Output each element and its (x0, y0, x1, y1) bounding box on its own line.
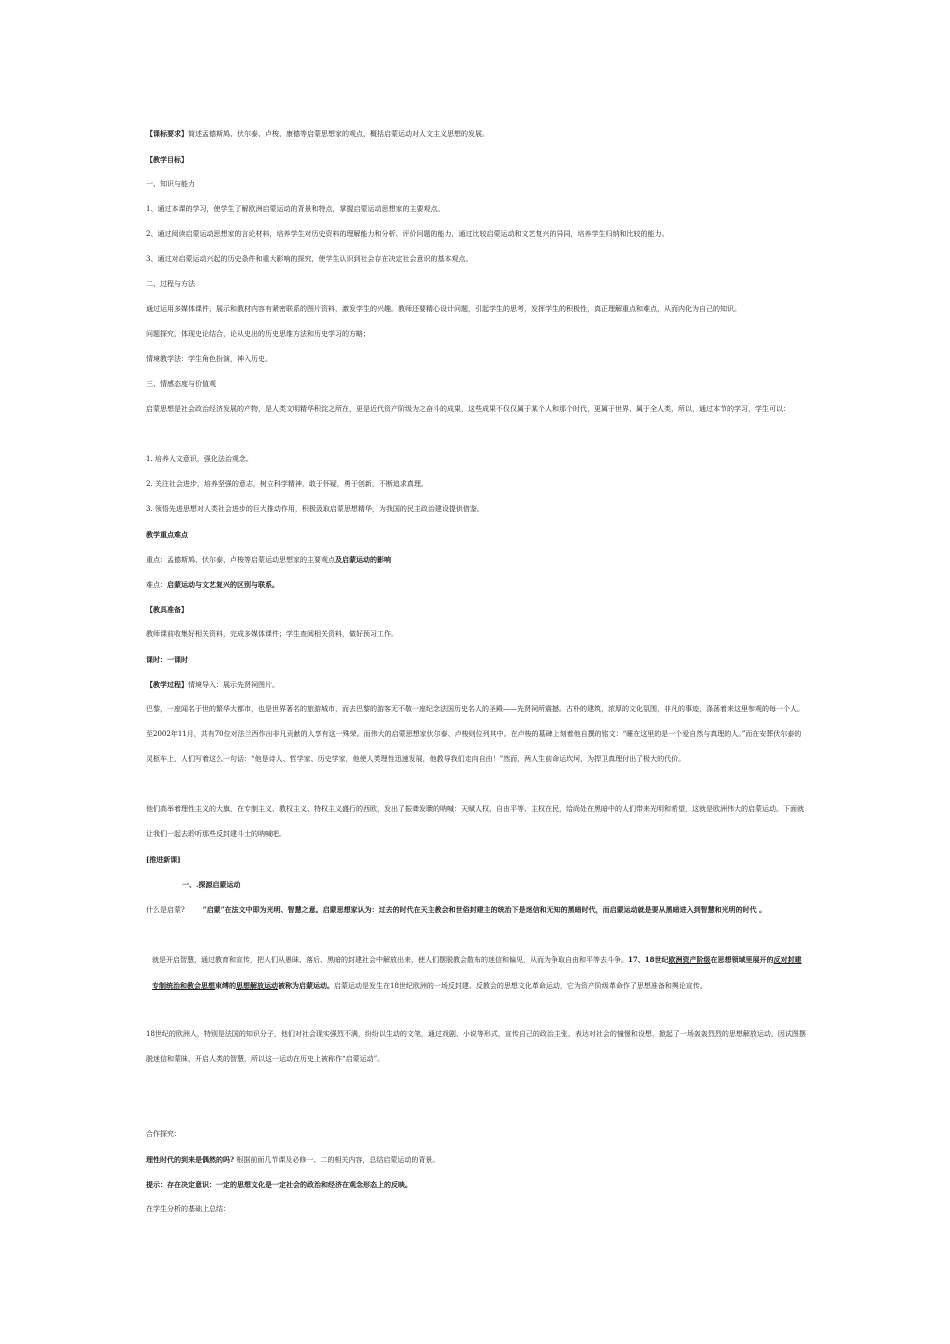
period-line: 课时：一课时 (146, 655, 188, 664)
open-text-6: 束缚的 (215, 981, 236, 990)
values-item-2: 2. 关注社会进步，培养坚强的意志，树立科学精神，敢于怀疑，勇于创新，不断追求真理。 (146, 480, 428, 488)
prep-heading: 【教具准备】 (146, 605, 188, 614)
open-text-5: 反对封建专制统治和教会思想 (152, 955, 802, 990)
standard-text: 简述孟德斯鸠、伏尔泰、卢梭、康德等启蒙思想家的观点，概括启蒙运动对人文主义思想的发展。 (188, 130, 489, 138)
cooperation-heading: 合作探究： (146, 1130, 181, 1138)
question-line (146, 1154, 439, 1166)
section-knowledge-title: 一、知识与能力 (146, 180, 195, 188)
open-text-1: 就是开启智慧，通过教育和宣传，把人们从愚昧、落后、黑暗的封建社会中解放出来，使人们摆脱教会散布的迷信和偏见，从而为争取自由和平等去斗争。 (152, 956, 628, 964)
new-lesson-heading: [推进新课] (146, 855, 181, 864)
open-text-3: 欧洲资产阶级 (668, 955, 711, 964)
method-paragraph-3: 情境教学法：学生角色扮演，神入历史。 (146, 355, 272, 363)
open-text-4: 在思想领域里展开的 (710, 955, 774, 964)
subsection-origin-title: 一、.探源启蒙运动 (182, 880, 241, 889)
values-item-3: 3. 领悟先进思想对人类社会进步的巨大推动作用，积极汲取启蒙思想精华，为我国的民主政治建设提供借鉴。 (146, 505, 484, 513)
values-item-1: 1. 培养人文意识，强化法治观念。 (146, 455, 253, 463)
goals-heading: 【教学目标】 (146, 155, 188, 164)
values-paragraph: 启蒙思想是社会政治经济发展的产物，是人类文明精华积淀之所在，更是近代资产阶级为之奋斗的成果，这些成果不仅仅属于某个人和那个时代，更属于世界、属于全人类，所以，通过本节的学习，学生可以： (146, 405, 790, 413)
key-point-line (146, 554, 391, 566)
process-text: 情境导入：展示先贤祠图片。 (188, 681, 279, 689)
goal-item-1: 1、通过本课的学习，使学生了解欧洲启蒙运动的背景和特点，掌握启蒙运动思想家的主要观点。 (146, 205, 445, 213)
key-bold-text: 及启蒙运动的影响 (335, 555, 391, 564)
eighteenth-century-paragraph: 18世纪的欧洲人，特别是法国的知识分子，他们对社会现实强烈不满，纷纷以生动的文笔，通过戏剧、小说等形式，宣传自己的政治主张，表达对社会的憧憬和设想，掀起了一场轰轰烈烈的思想解放运动，因试图摆脱迷信和蒙昧，开启人类的智慧，所以这一运动在历史上被称作“启蒙运动”。 (146, 1030, 806, 1063)
open-text-2: 17、18世纪 (628, 955, 669, 964)
what-question: 什么是启蒙? (146, 906, 185, 914)
what-is-enlightenment (146, 897, 806, 923)
open-text-8: 被称为启蒙运动。 (278, 981, 334, 990)
difficulty-text: 启蒙运动与文艺复兴的区别与联系。 (167, 580, 279, 589)
process-label: 【教学过程】 (146, 680, 188, 689)
summary-line: 在学生分析的基础上总结： (146, 1205, 230, 1213)
process-line (146, 679, 279, 691)
open-wisdom-paragraph (146, 947, 806, 999)
standard-label: 【课标要求】 (146, 129, 188, 138)
difficulty-line (146, 579, 279, 591)
hint-line: 提示：存在决定意识：一定的思想文化是一定社会的政治和经济在观念形态上的反映。 (146, 1180, 412, 1189)
question-text: 根据前面几节课及必修一、二的相关内容，总结启蒙运动的背景。 (236, 1156, 440, 1164)
section-process-title: 二、过程与方法 (146, 280, 195, 288)
rationalism-paragraph: 他们高举着理性主义的大旗，在专制主义、教权主义、特权主义盛行的西欧，发出了振聋发聩的呐喊：天赋人权、自由平等、主权在民，给尚处在黑暗中的人们带来光明和希望，这就是欧洲伟大的启蒙运动。下面就让我们一起去聆听那些反封建斗士的呐喊吧。 (146, 805, 804, 838)
goal-item-2: 2、通过阅读启蒙运动思想家的言论材料，培养学生对历史资料的理解能力和分析、评价问题的能力，通过比较启蒙运动和文艺复兴的异同，培养学生归纳和比较的能力。 (146, 230, 669, 238)
method-paragraph-2: 问题探究，体现史论结合，论从史出的历史思维方法和历史学习的方略； (146, 330, 370, 338)
prep-text: 教师课前收集好相关资料，完成多媒体课件；学生查阅相关资料，做好预习工作。 (146, 630, 398, 638)
method-paragraph-1: 通过运用多媒体课件，展示和教材内容有紧密联系的图片资料，激发学生的兴趣。教师还要精心设计问题，引起学生的思考，发挥学生的积极性，真正理解重点和难点，从而内化为自己的知识。 (146, 305, 741, 313)
paris-paragraph: 巴黎，一座闻名于世的繁华大都市，也是世界著名的旅游城市，而去巴黎的游客无不敬一座纪念法国历史名人的圣殿——先贤祠所震撼。古朴的建筑，浓厚的文化氛围，非凡的事迹，涤荡着来这里参观的每一个人。至2002年11月，共有70位对法兰西作出非凡贡献的人享有这一殊荣。而伟大的启蒙思想家伏尔泰、卢梭则位列其中。在卢梭的墓碑上刻着他自撰的铭文：“睡在这里的是一个爱自然与真理的人。”而在安葬伏尔泰的灵柩车上，人们写着这么一句话：“他是诗人、哲学家、历史学家，他使人类理性迅速发展，他教导我们走向自由！”然而，两人生前命运坎坷，为捍卫真理付出了极大的代价。 (146, 705, 804, 763)
key-label: 重点： (146, 556, 167, 564)
key-text: 孟德斯鸠、伏尔泰、卢梭等启蒙运动思想家的主要观点 (167, 556, 335, 564)
what-answer: “启蒙”在法文中即为光明、智慧之意。启蒙思想家认为：过去的时代在天主教会和世俗封建主的统治下是迷信和无知的黑暗时代，而启蒙运动就是要从黑暗进入到智慧和光明的时代 。 (202, 905, 767, 914)
curriculum-standard (146, 128, 489, 140)
key-points-heading: 教学重点难点 (146, 530, 188, 539)
open-text-7: 思想解放运动 (236, 981, 278, 990)
open-text-9: 启蒙运动是发生在18世纪欧洲的一场反封建、反教会的思想文化革命运动，它为资产阶级革命作了思想准备和舆论宣传。 (334, 982, 707, 990)
difficulty-label: 难点： (146, 581, 167, 589)
question-bold: 理性时代的到来是偶然的吗? (146, 1155, 235, 1164)
section-values-title: 三、情感态度与价值观 (146, 380, 216, 388)
goal-item-3: 3、通过对启蒙运动兴起的历史条件和重大影响的探究，使学生认识到社会存在决定社会意识的基本观点。 (146, 255, 473, 263)
